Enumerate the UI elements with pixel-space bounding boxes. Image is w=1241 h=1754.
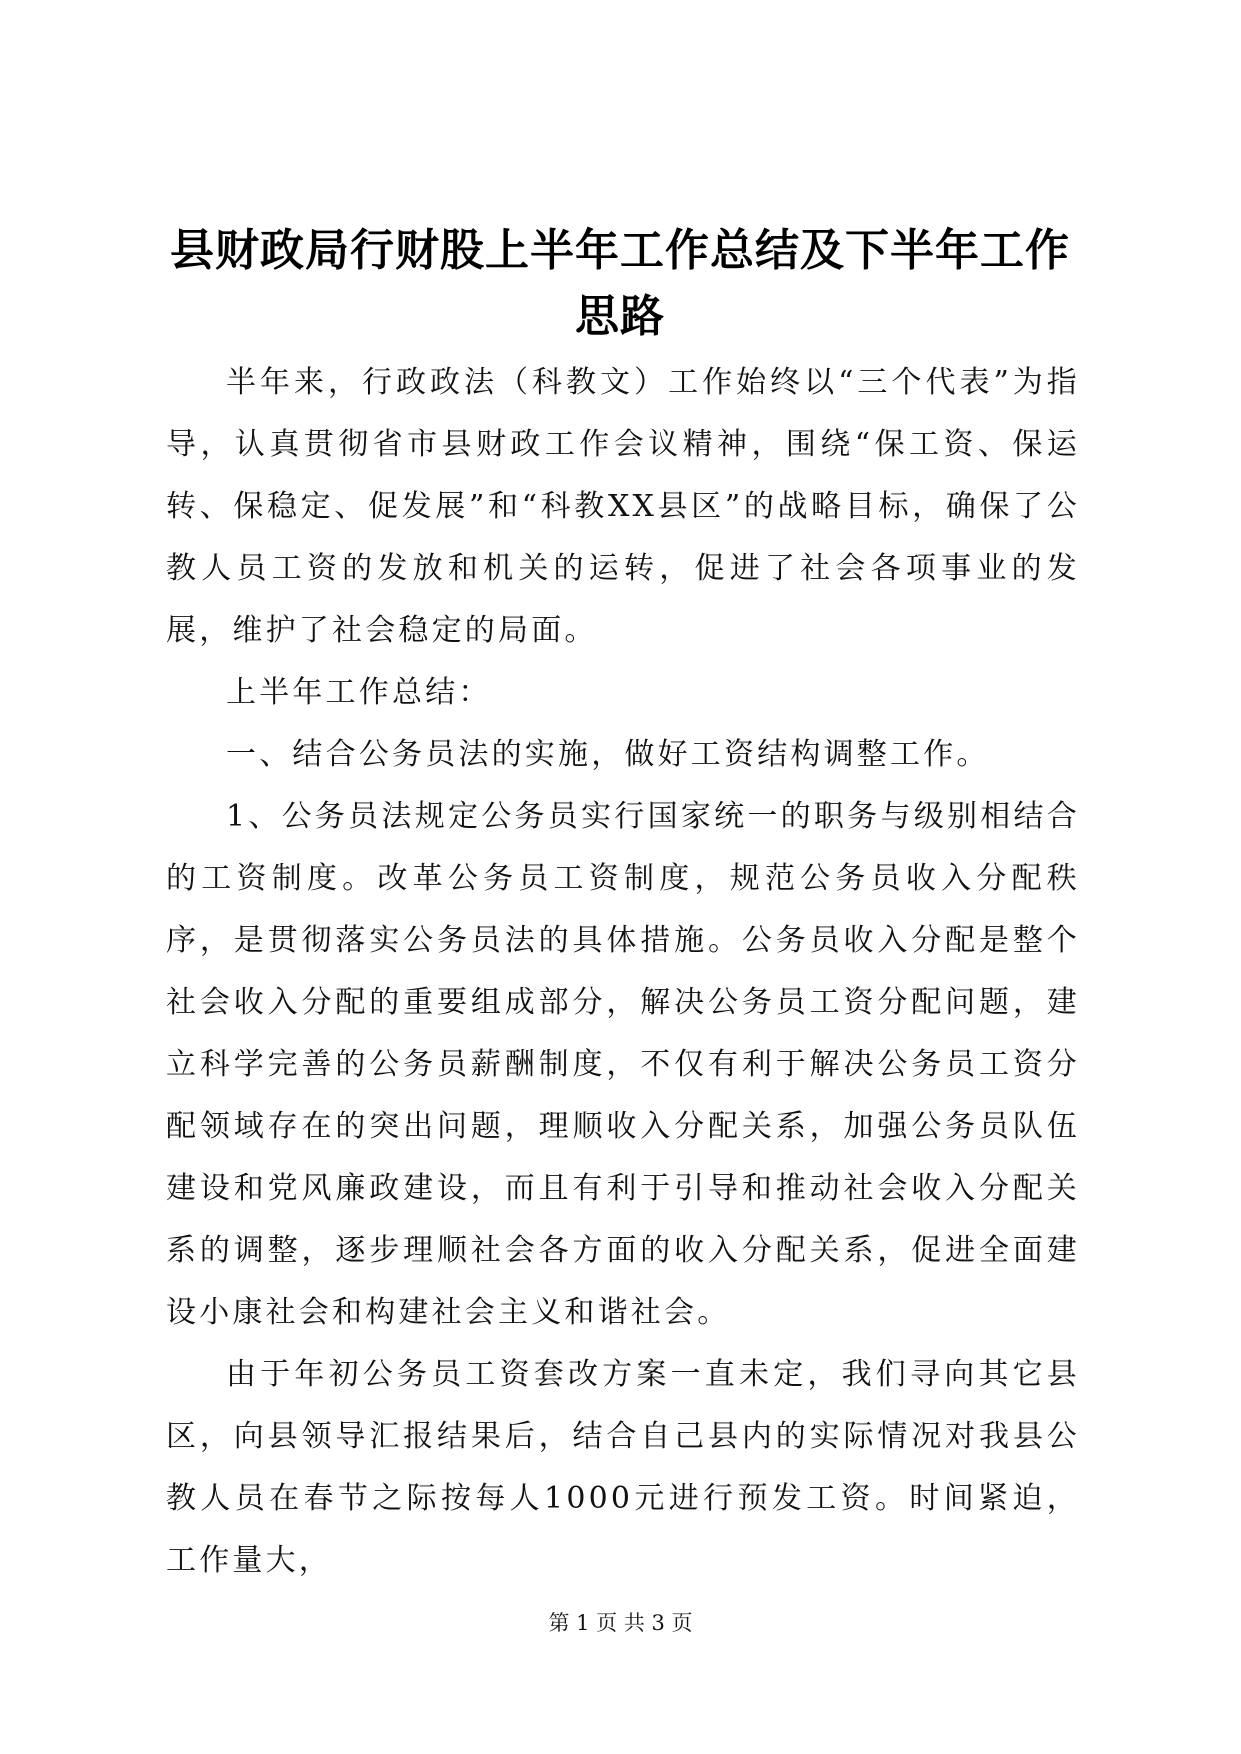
paragraph: 半年来，行政政法（科教文）工作始终以“三个代表”为指导，认真贯彻省市县财政工作会议精神，围绕“保工资、保运转、保稳定、促发展”和“科教XX县区”的战略目标，确保了公教人员工资的发放和机关的运转，促进了社会各项事业的发展，维护了社会稳定的局面。 [166,365,1080,648]
paragraph: 由于年初公务员工资套改方案一直未定，我们寻向其它县区，向县领导汇报结果后，结合自己县内的实际情况对我县公教人员在春节之际按每人1000元进行预发工资。时间紧迫，工作量大， [166,1357,1080,1578]
paragraph: 上半年工作总结： [226,675,492,710]
paragraph: 1、公务员法规定公务员实行国家统一的职务与级别相结合的工资制度。改革公务员工资制度，规范公务员收入分配秩序，是贯彻落实公务员法的具体措施。公务员收入分配是整个社会收入分配的重要组成部分，解决公务员工资分配问题，建立科学完善的公务员薪酬制度，不仅有利于解决公务员工资分配领域存在的突出问题，理顺收入分配关系，加强公务员队伍建设和党风廉政建设，而且有利于引导和推动社会收入分配关系的调整，逐步理顺社会各方面的收入分配关系，促进全面建设小康社会和构建社会主义和谐社会。 [166,799,1080,1330]
page-number-footer: 第 1 页 共 3 页 [548,1611,693,1635]
document-body [166,352,1080,1592]
paragraph: 一、结合公务员法的实施，做好工资结构调整工作。 [226,737,990,772]
document-title: 县财政局行财股上半年工作总结及下半年工作思路 [170,225,1070,342]
